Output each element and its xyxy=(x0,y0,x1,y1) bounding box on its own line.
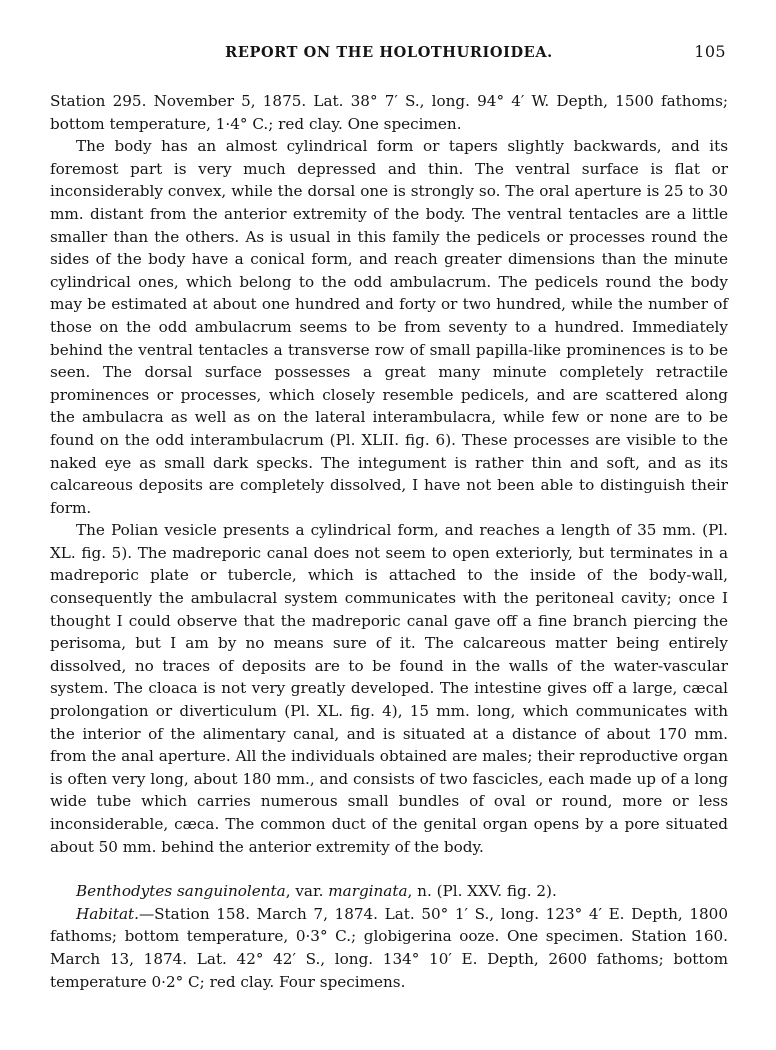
internal-anatomy-paragraph: The Polian vesicle presents a cylindrical form, and reaches a length of 35 mm. (Pl. XL. fig. 5). The madreporic canal does not seem to open exteriorly, but terminates in a madreporic plate or tubercle, which is attached to the inside of the body-wall, consequently the ambulacral system communicates with the peritoneal cavity; once I thought I could observe that the madreporic canal gave off a fine branch piercing the perisoma, but I am by no means sure of it. The calcareous matter being entirely dissolved, no traces of deposits are to be found in the walls of the water-vascular system. The cloaca is not very greatly developed. The intestine gives off a large, cæcal prolongation or diverticulum (Pl. XL. fig. 4), 15 mm. long, which communicates with the interior of the alimentary canal, and is situated at a distance of about 170 mm. from the anal aperture. All the individuals obtained are males; their reproductive organ is often very long, about 180 mm., and consists of two fascicles, each made up of a long wide tube which carries numerous small bundles of oval or round, more or less inconsiderable, cæca. The common duct of the genital organ opens by a pore situated about 50 mm. behind the anterior extremity of the body. xyxy=(50,521,728,856)
species-name: Benthodytes sanguinolenta xyxy=(76,882,286,901)
habitat-text: —Station 158. March 7, 1874. Lat. 50° 1′ S., long. 123° 4′ E. Depth, 1800 fathoms; bottom temperature, 0·3° C.; globigerina ooze. One specimen. Station 160. March 13, 1874. Lat. 42° 42′ S., long. 134° 10′ E. Depth, 2600 fathoms; bottom temperature 0·2° C; red clay. Four specimens. xyxy=(50,904,728,991)
section-spacer xyxy=(50,858,728,880)
species-heading xyxy=(50,880,728,903)
habitat-paragraph xyxy=(50,903,728,993)
header-title: REPORT ON THE HOLOTHURIOIDEA. xyxy=(225,44,553,61)
document-page xyxy=(50,40,728,1030)
species-var-prefix: , var. xyxy=(285,882,329,901)
habitat-label: Habitat. xyxy=(76,904,139,923)
station-paragraph: Station 295. November 5, 1875. Lat. 38° 7′ S., long. 94° 4′ W. Depth, 1500 fathoms; bottom temperature, 1·4° C.; red clay. One specimen. xyxy=(50,92,728,133)
running-header xyxy=(50,40,728,68)
species-suffix: , n. (Pl. XXV. fig. 2). xyxy=(407,882,557,901)
body-description-paragraph: The body has an almost cylindrical form or tapers slightly backwards, and its foremost part is very much depressed and thin. The ventral surface is flat or inconsiderably convex, while the dorsal one is strongly so. The oral aperture is 25 to 30 mm. distant from the anterior extremity of the body. The ventral tentacles are a little smaller than the others. As is usual in this family the pedicels or processes round the sides of the body have a conical form, and reach greater dimensions than the minute cylindrical ones, which belong to the odd ambulacrum. The pedicels round the body may be estimated at about one hundred and forty or two hundred, while the number of those on the odd ambulacrum seems to be from seventy to a hundred. Immediately behind the ventral tentacles a transverse row of small papilla-like prominences is to be seen. The dorsal surface possesses a great many minute completely retractile prominences or processes, which closely resemble pedicels, and are scattered along the ambulacra as well as on the lateral interambulacra, while few or none are to be found on the odd interambulacrum (Pl. XLII. fig. 6). These processes are visible to the naked eye as small dark specks. The integument is rather thin and soft, and as its calcareous deposits are completely dissolved, I have not been able to distinguish their form. xyxy=(50,137,728,517)
species-variety: marginata xyxy=(328,882,408,901)
page-number: 105 xyxy=(694,42,726,61)
body-text xyxy=(50,90,728,993)
